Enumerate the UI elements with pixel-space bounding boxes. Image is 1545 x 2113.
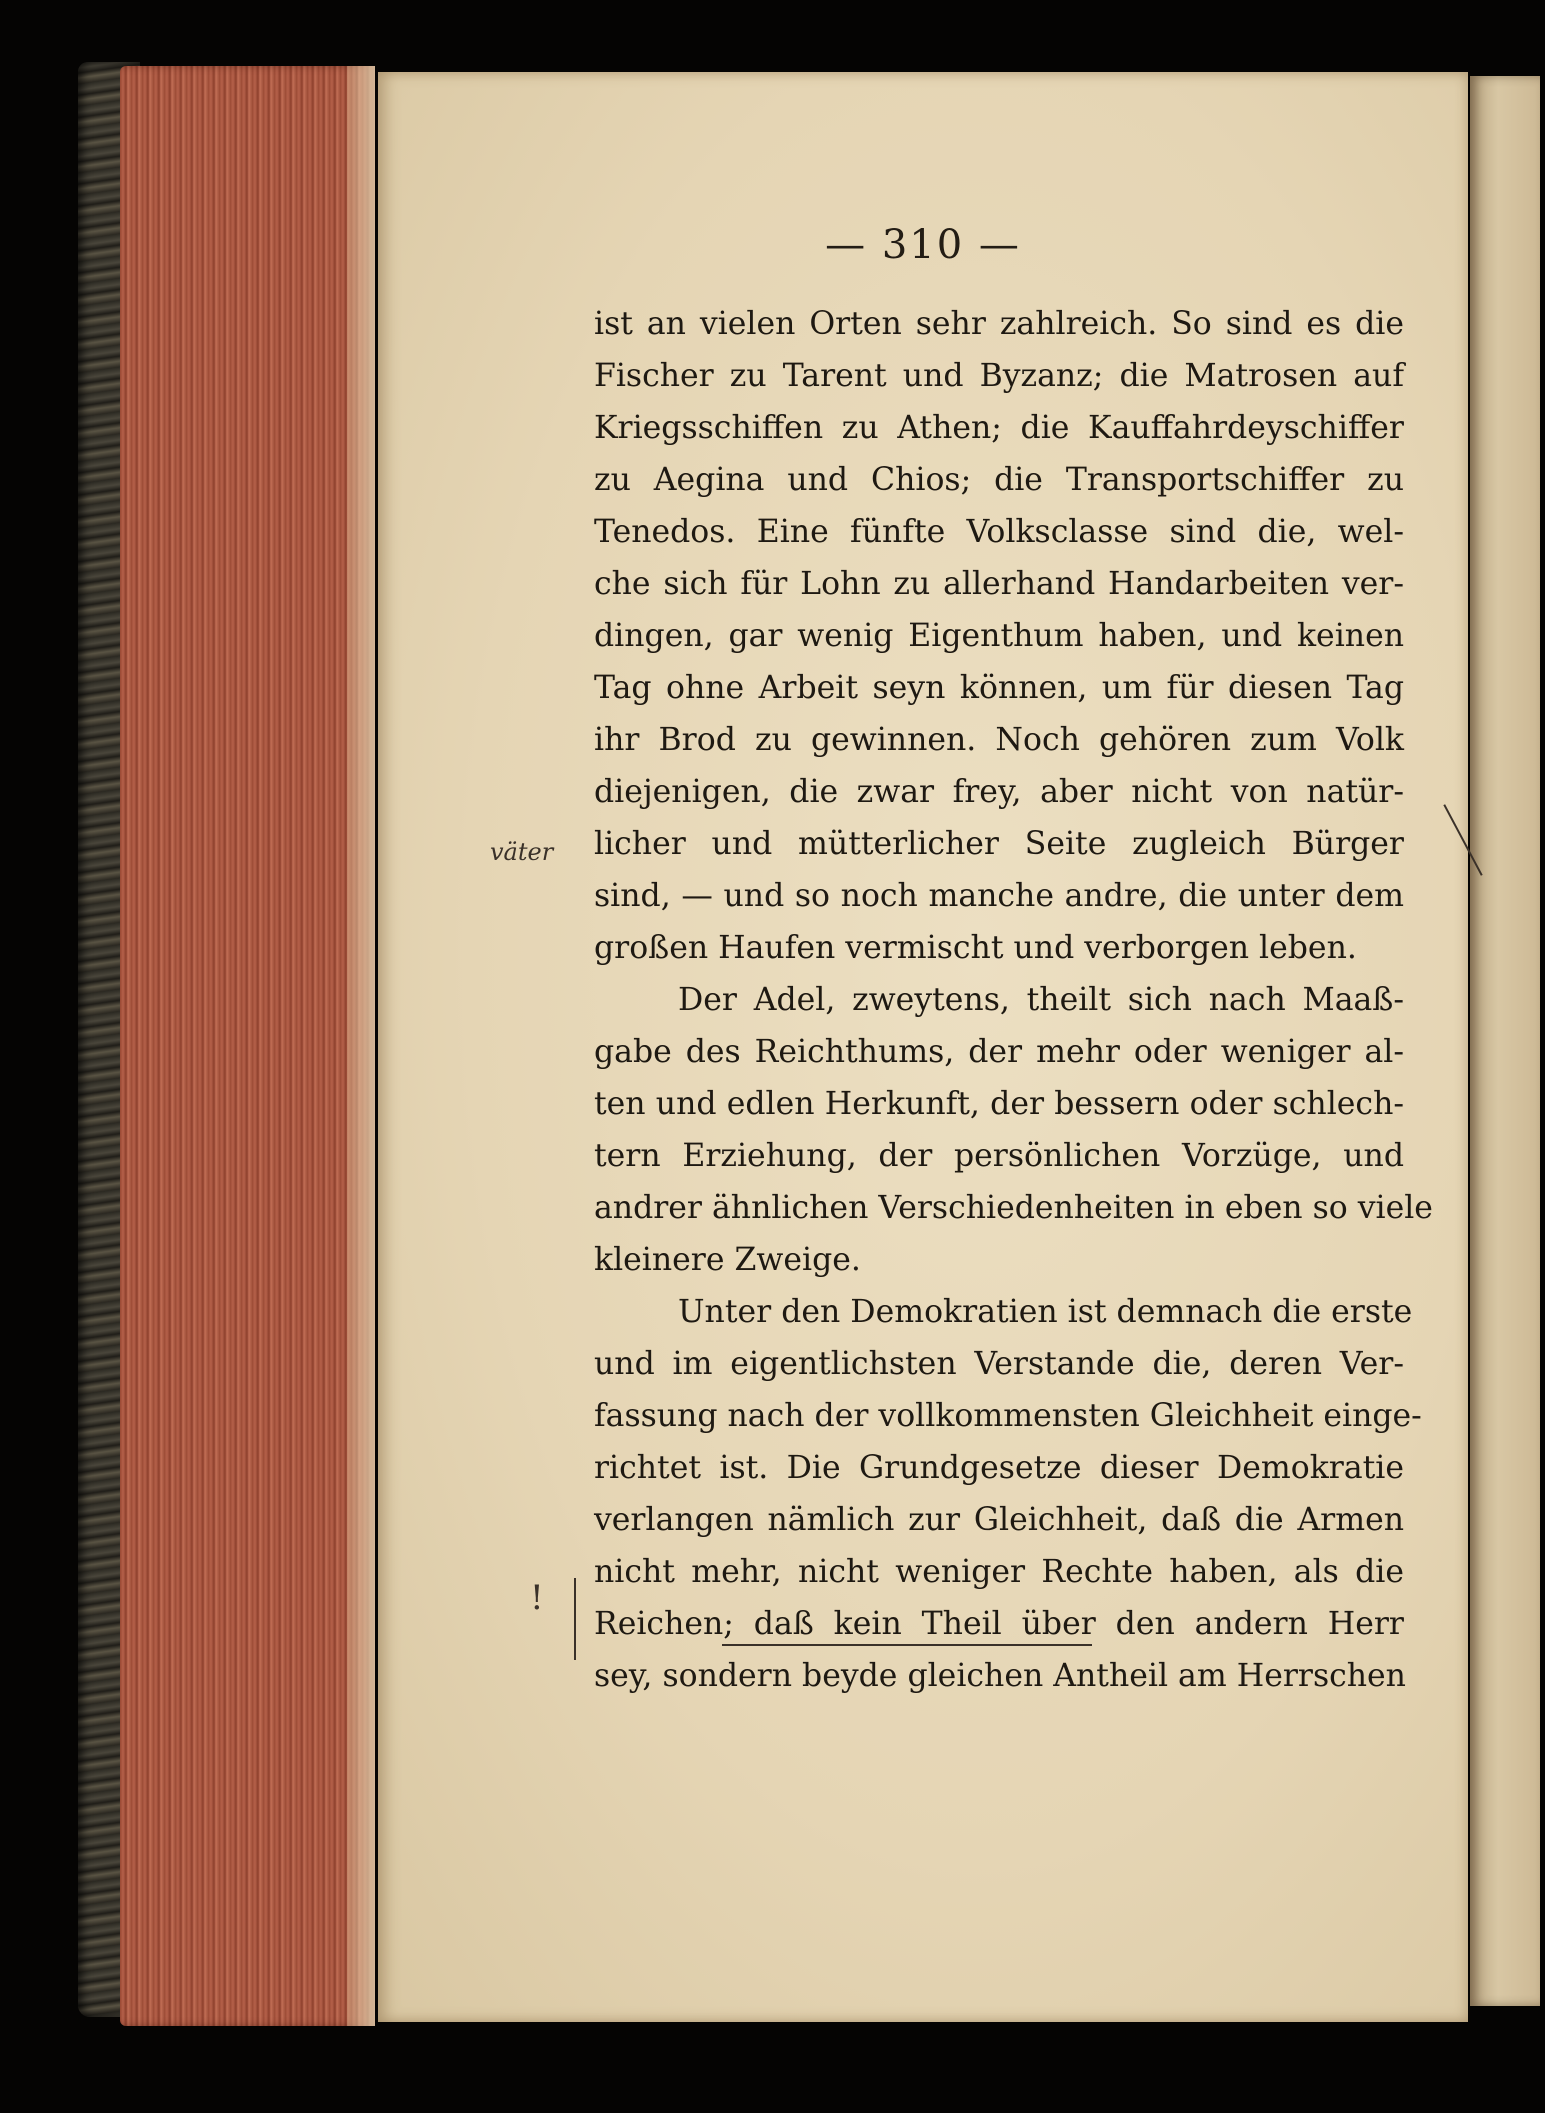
text-line: richtet ist. Die Grundgesetze dieser Demokratie <box>594 1450 1404 1486</box>
page-number-header: — 310 — <box>825 222 1021 268</box>
handwritten-margin-bar <box>574 1578 576 1660</box>
text-line: und im eigentlichsten Verstande die, deren Ver- <box>594 1346 1404 1382</box>
handwritten-underline <box>722 1644 1092 1646</box>
facing-page-slice <box>1470 76 1540 2006</box>
text-line: Tenedos. Eine fünfte Volksclasse sind die, wel- <box>594 514 1404 550</box>
page-block-edges <box>120 66 375 2026</box>
text-line: großen Haufen vermischt und verborgen leben. <box>594 930 1357 966</box>
handwritten-margin-note: väter <box>490 838 554 866</box>
text-line: Unter den Demokratien ist demnach die erste <box>678 1294 1413 1330</box>
text-line: gabe des Reichthums, der mehr oder weniger al- <box>594 1034 1404 1070</box>
text-line: fassung nach der vollkommensten Gleichheit einge- <box>594 1398 1422 1434</box>
page-text-block <box>594 298 1433 1702</box>
text-line: ist an vielen Orten sehr zahlreich. So sind es die <box>594 306 1404 342</box>
text-line: Reichen; daß kein Theil über den andern Herr <box>594 1606 1404 1642</box>
text-line: Tag ohne Arbeit seyn können, um für diesen Tag <box>594 670 1404 706</box>
text-line: sey, sondern beyde gleichen Antheil am Herrschen <box>594 1658 1406 1694</box>
text-line: diejenigen, die zwar frey, aber nicht von natür- <box>594 774 1404 810</box>
text-line: che sich für Lohn zu allerhand Handarbeiten ver- <box>594 566 1404 602</box>
text-line: zu Aegina und Chios; die Transportschiffer zu <box>594 462 1404 498</box>
text-line: ten und edlen Herkunft, der bessern oder schlech- <box>594 1086 1404 1122</box>
text-line: Kriegsschiffen zu Athen; die Kauffahrdeyschiffer <box>594 410 1404 446</box>
book-page <box>378 72 1468 2022</box>
text-line: verlangen nämlich zur Gleichheit, daß die Armen <box>594 1502 1404 1538</box>
text-line: nicht mehr, nicht weniger Rechte haben, als die <box>594 1554 1404 1590</box>
text-line: licher und mütterlicher Seite zugleich Bürger <box>594 826 1404 862</box>
text-line: sind, — und so noch manche andre, die unter dem <box>594 878 1404 914</box>
text-line: ihr Brod zu gewinnen. Noch gehören zum Volk <box>594 722 1404 758</box>
text-line: tern Erziehung, der persönlichen Vorzüge, und <box>594 1138 1404 1174</box>
text-line: Der Adel, zweytens, theilt sich nach Maaß- <box>678 982 1404 1018</box>
handwritten-exclamation-mark: ! <box>530 1578 544 1618</box>
text-line: andrer ähnlichen Verschiedenheiten in eben so viele <box>594 1190 1433 1226</box>
text-line: dingen, gar wenig Eigenthum haben, und keinen <box>594 618 1404 654</box>
text-line: kleinere Zweige. <box>594 1242 861 1278</box>
text-line: Fischer zu Tarent und Byzanz; die Matrosen auf <box>594 358 1404 394</box>
